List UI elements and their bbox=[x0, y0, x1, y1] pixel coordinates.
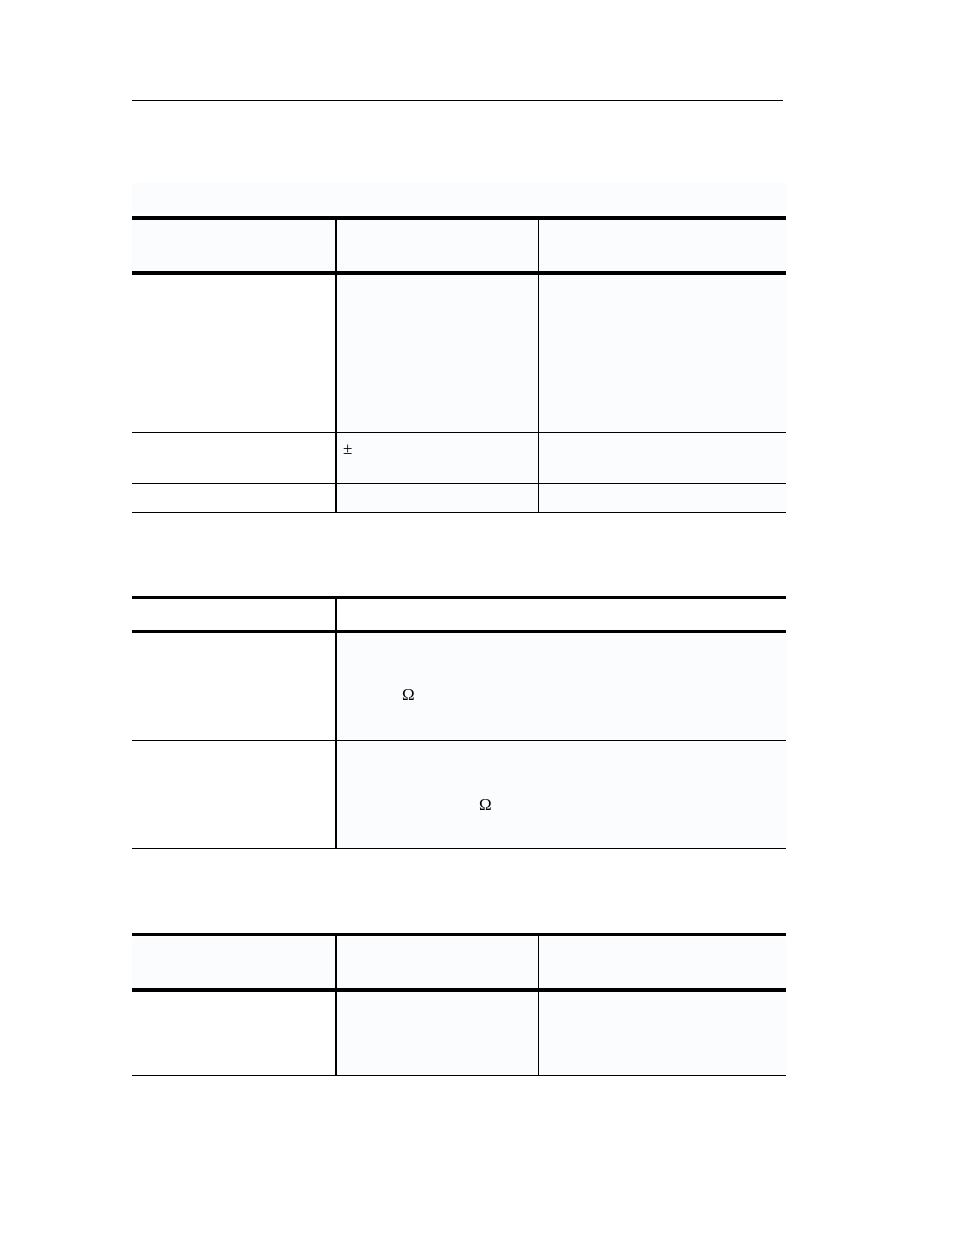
table1-header-band bbox=[132, 220, 786, 272]
table1-caption-area bbox=[132, 183, 786, 213]
table2-col-divider bbox=[335, 599, 337, 849]
table1-body-band bbox=[336, 275, 786, 512]
table2-row-divider bbox=[132, 740, 786, 741]
table1-top-rule bbox=[132, 216, 786, 220]
table2-header-rule bbox=[132, 630, 786, 633]
table3-top-rule bbox=[132, 933, 786, 936]
header-rule bbox=[132, 100, 783, 101]
table1-col-divider-1 bbox=[335, 220, 337, 513]
table1-row-divider-2 bbox=[132, 483, 786, 484]
table3-col-divider-2 bbox=[538, 936, 539, 1076]
table3-col-divider-1 bbox=[335, 936, 337, 1076]
table3-body-band bbox=[336, 991, 786, 1075]
table1-row-divider-1 bbox=[132, 432, 786, 433]
table1-bottom-rule bbox=[132, 512, 786, 513]
plus-minus-symbol: ± bbox=[343, 439, 353, 458]
ohm-symbol: Ω bbox=[479, 795, 492, 814]
table3-bottom-rule bbox=[132, 1075, 786, 1076]
table1-col-divider-2 bbox=[538, 220, 539, 513]
table1-header-rule bbox=[132, 271, 786, 275]
table2-top-rule bbox=[132, 596, 786, 599]
table3-header-band bbox=[132, 937, 786, 989]
ohm-symbol: Ω bbox=[402, 685, 415, 704]
table3-header-rule bbox=[132, 988, 786, 992]
table2-bottom-rule bbox=[132, 848, 786, 849]
